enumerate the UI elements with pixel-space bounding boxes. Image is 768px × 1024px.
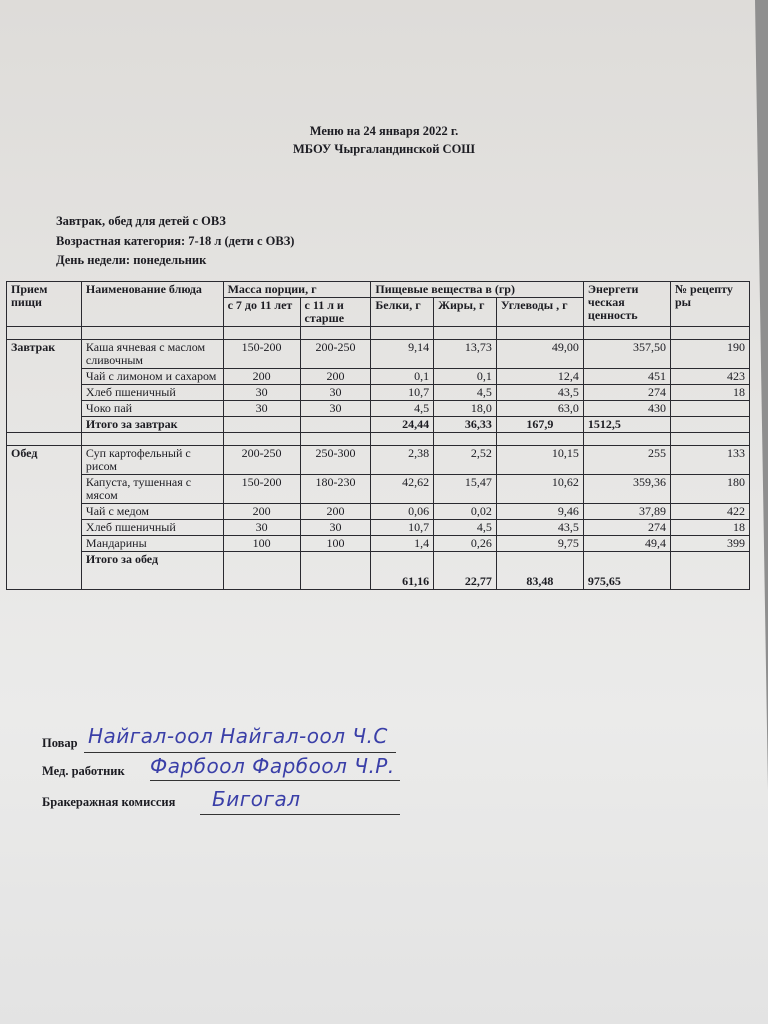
fat: 2,52	[434, 446, 497, 475]
recipe-number: 190	[670, 340, 749, 369]
energy: 357,50	[583, 340, 670, 369]
total-protein: 61,16	[371, 552, 434, 590]
total-energy: 975,65	[583, 552, 670, 590]
meal-type: Завтрак, обед для детей с ОВЗ	[56, 214, 226, 228]
energy: 359,36	[583, 475, 670, 504]
total-carbs: 83,48	[496, 552, 583, 590]
portion-young: 30	[223, 385, 300, 401]
protein: 9,14	[371, 340, 434, 369]
header-dish: Наименование блюда	[81, 282, 223, 327]
fat: 4,5	[434, 385, 497, 401]
dish-name: Чай с медом	[81, 504, 223, 520]
portion-young: 100	[223, 536, 300, 552]
protein: 0,1	[371, 369, 434, 385]
dish-name: Мандарины	[81, 536, 223, 552]
carbs: 12,4	[496, 369, 583, 385]
table-row	[7, 520, 750, 536]
table-row	[7, 369, 750, 385]
medic-sign-line	[150, 780, 400, 781]
table-row	[7, 446, 750, 475]
portion-old: 250-300	[300, 446, 371, 475]
portion-old: 100	[300, 536, 371, 552]
portion-old: 30	[300, 401, 371, 417]
total-label: Итого за завтрак	[81, 417, 223, 433]
dish-name: Каша ячневая с маслом сливочным	[81, 340, 223, 369]
carbs: 43,5	[496, 385, 583, 401]
dish-name: Чоко пай	[81, 401, 223, 417]
header-fat: Жиры, г	[434, 298, 497, 327]
header-carbs: Углеводы , г	[496, 298, 583, 327]
energy: 451	[583, 369, 670, 385]
portion-old: 200	[300, 504, 371, 520]
protein: 2,38	[371, 446, 434, 475]
total-row-breakfast	[7, 417, 750, 433]
portion-young: 30	[223, 520, 300, 536]
cook-label: Повар	[42, 736, 78, 750]
fat: 18,0	[434, 401, 497, 417]
recipe-number: 133	[670, 446, 749, 475]
total-fat: 22,77	[434, 552, 497, 590]
meal-label-breakfast: Завтрак	[7, 340, 82, 433]
protein: 10,7	[371, 520, 434, 536]
portion-young: 200-250	[223, 446, 300, 475]
energy: 430	[583, 401, 670, 417]
portion-old: 30	[300, 520, 371, 536]
carbs: 9,46	[496, 504, 583, 520]
carbs: 10,15	[496, 446, 583, 475]
protein: 4,5	[371, 401, 434, 417]
recipe-number: 18	[670, 520, 749, 536]
fat: 0,26	[434, 536, 497, 552]
table-row	[7, 340, 750, 369]
meal-label-lunch: Обед	[7, 446, 82, 590]
dish-name: Суп картофельный с рисом	[81, 446, 223, 475]
energy: 274	[583, 385, 670, 401]
energy: 49,4	[583, 536, 670, 552]
medic-label: Мед. работник	[42, 764, 125, 778]
header-energy: Энергети ческая ценность	[583, 282, 670, 327]
commission-label: Бракеражная комиссия	[42, 795, 176, 809]
medic-signature: Фарбоол Фарбоол Ч.Р.	[150, 754, 395, 778]
header-portion-old: с 11 л и старше	[300, 298, 371, 327]
portion-young: 200	[223, 504, 300, 520]
total-label: Итого за обед	[81, 552, 223, 590]
portion-old: 180-230	[300, 475, 371, 504]
protein: 42,62	[371, 475, 434, 504]
dish-name: Хлеб пшеничный	[81, 520, 223, 536]
recipe-number: 422	[670, 504, 749, 520]
cook-signature: Найгал-оол Найгал-оол Ч.С	[88, 724, 388, 748]
fat: 0,02	[434, 504, 497, 520]
portion-young: 150-200	[223, 475, 300, 504]
header-nutrients: Пищевые вещества в (гр)	[371, 282, 584, 298]
dish-name: Чай с лимоном и сахаром	[81, 369, 223, 385]
header-portion: Масса порции, г	[223, 282, 371, 298]
portion-young: 150-200	[223, 340, 300, 369]
carbs: 63,0	[496, 401, 583, 417]
protein: 0,06	[371, 504, 434, 520]
table-row	[7, 475, 750, 504]
carbs: 49,00	[496, 340, 583, 369]
carbs: 43,5	[496, 520, 583, 536]
total-energy: 1512,5	[583, 417, 670, 433]
fat: 0,1	[434, 369, 497, 385]
recipe-number: 399	[670, 536, 749, 552]
header-recipe: № рецепту ры	[670, 282, 749, 327]
header-meal: Прием пищи	[7, 282, 82, 327]
recipe-number: 180	[670, 475, 749, 504]
dish-name: Капуста, тушенная с мясом	[81, 475, 223, 504]
fat: 4,5	[434, 520, 497, 536]
portion-young: 30	[223, 401, 300, 417]
table-row	[7, 401, 750, 417]
school-name: МБОУ Чыргаландинской СОШ	[292, 142, 476, 156]
fat: 13,73	[434, 340, 497, 369]
portion-young: 200	[223, 369, 300, 385]
cook-sign-line	[84, 752, 396, 753]
fat: 15,47	[434, 475, 497, 504]
portion-old: 200-250	[300, 340, 371, 369]
energy: 255	[583, 446, 670, 475]
recipe-number: 423	[670, 369, 749, 385]
table-row	[7, 385, 750, 401]
age-category: Возрастная категория: 7-18 л (дети с ОВЗ)	[56, 234, 295, 248]
portion-old: 200	[300, 369, 371, 385]
dish-name: Хлеб пшеничный	[81, 385, 223, 401]
total-fat: 36,33	[434, 417, 497, 433]
protein: 10,7	[371, 385, 434, 401]
commission-sign-line	[200, 814, 400, 815]
header-portion-young: с 7 до 11 лет	[223, 298, 300, 327]
total-carbs: 167,9	[496, 417, 583, 433]
carbs: 9,75	[496, 536, 583, 552]
header-protein: Белки, г	[371, 298, 434, 327]
portion-old: 30	[300, 385, 371, 401]
weekday: День недели: понедельник	[56, 253, 207, 267]
carbs: 10,62	[496, 475, 583, 504]
total-protein: 24,44	[371, 417, 434, 433]
recipe-number	[670, 401, 749, 417]
menu-title: Меню на 24 января 2022 г.	[309, 124, 459, 138]
menu-table	[6, 281, 750, 590]
recipe-number: 18	[670, 385, 749, 401]
total-row-lunch	[7, 552, 750, 590]
table-row	[7, 504, 750, 520]
commission-signature: Бигогал	[212, 787, 301, 811]
energy: 37,89	[583, 504, 670, 520]
energy: 274	[583, 520, 670, 536]
protein: 1,4	[371, 536, 434, 552]
table-row	[7, 536, 750, 552]
